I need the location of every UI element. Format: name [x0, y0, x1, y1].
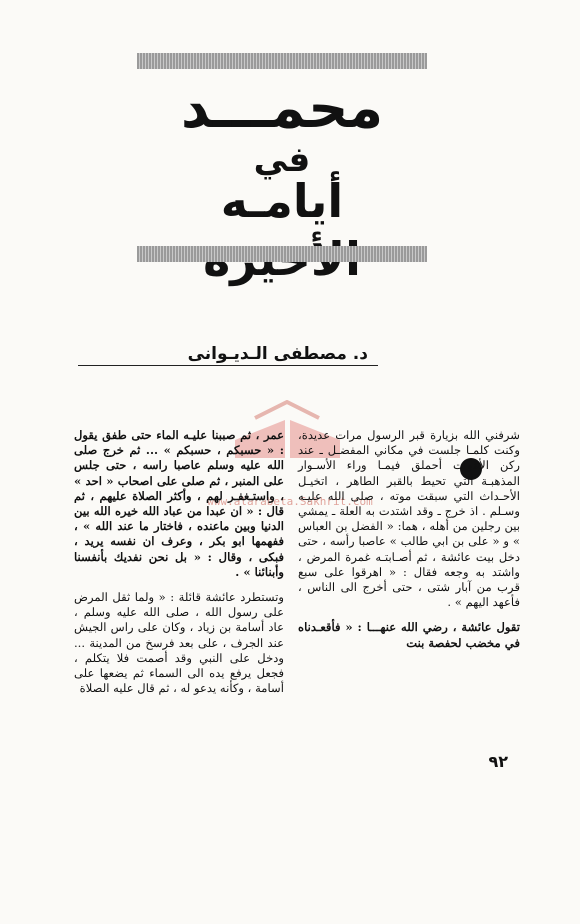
author-name: د. مصطفى الـديـوانى — [187, 344, 368, 364]
right-column-bold-paragraph: تقول عائشة ، رضي الله عنهـــا : « فأقعـدناه في مخضب لحفصة بنت — [298, 620, 520, 650]
article-title-connector: في — [253, 140, 311, 180]
title-rule-top — [137, 53, 427, 69]
article-title-sub: أيامـه — [220, 174, 344, 228]
title-rule-bottom — [137, 246, 427, 262]
text-column-right — [298, 428, 520, 661]
author-underline — [78, 365, 378, 366]
article-title-main: محمـــد — [180, 76, 384, 141]
watermark-url: www.alarabeta.Sakhrit.com — [207, 495, 373, 508]
text-column-left — [74, 428, 284, 706]
right-column-paragraph: شرفني الله بزيارة قبر الرسول مرات عديدة، وكنت كلمـا جلست في مكاني المفضـل ـ عند ركن الأغوات أحملق فيمـا وراء الأسـوار المذهبـة التي تحيط بالقبر الطاهر ، اتخيـل الأحـداث التي سبقت موته ، صلى الله عليـه وسـلم . اذ خرج ـ وقد اشتدت به العلة ـ يمشي بين رجلين من أهله ، هما: « الفضل بن العباس » و « على بن ابي طالب » عاصبا رأسه ، حتى دخل بيت عائشة ، ثم أصـابتـه غمرة المرض ، واشتد به وجعه فقال : « اهرقوا على سبع قرب من آبار شتى ، حتى أخرج الى الناس ، فأعهد اليهم » . — [298, 428, 520, 610]
left-column-bold-paragraph: عمر ، ثم صببنا عليـه الماء حتى طفق يقول : « حسبكم ، حسبكم » ... ثم خرج صلى الله عليه وسلم عاصبا راسه ، حتى جلس على المنبر ، ثم صلى على اصحاب « احد » ، واستـغفـر لهم ، وأكثر الصلاة عليهم ، ثم قال : « ان عبدا من عباد الله خيره الله بين الدنيا وبين ماعنده ، فاختار ما عند الله » ، ففهمها ابو بكر ، وعرف ان نفسه يريد ، فبكى ، وقال : « بل نحن نفديك بأنفسنا وأبنائنا » . — [74, 428, 284, 579]
left-column-paragraph: وتستطرد عائشة قائلة : « ولما ثقل المرض على رسول الله ، صلى الله عليه وسلم ، عاد أسامة بن زياد ، وكان على راس الجيش عند الجرف ، على بعد فرسخ من المدينة ... ودخل على النبي وقد أصمت فلا يتكلم ، فجعل يرفع يده الى السماء ثم يضعها على أسامة ، وكأنه يدعو له ، ثم قال عليه الصلاة — [74, 590, 284, 696]
page-number: ٩٢ — [488, 752, 508, 771]
